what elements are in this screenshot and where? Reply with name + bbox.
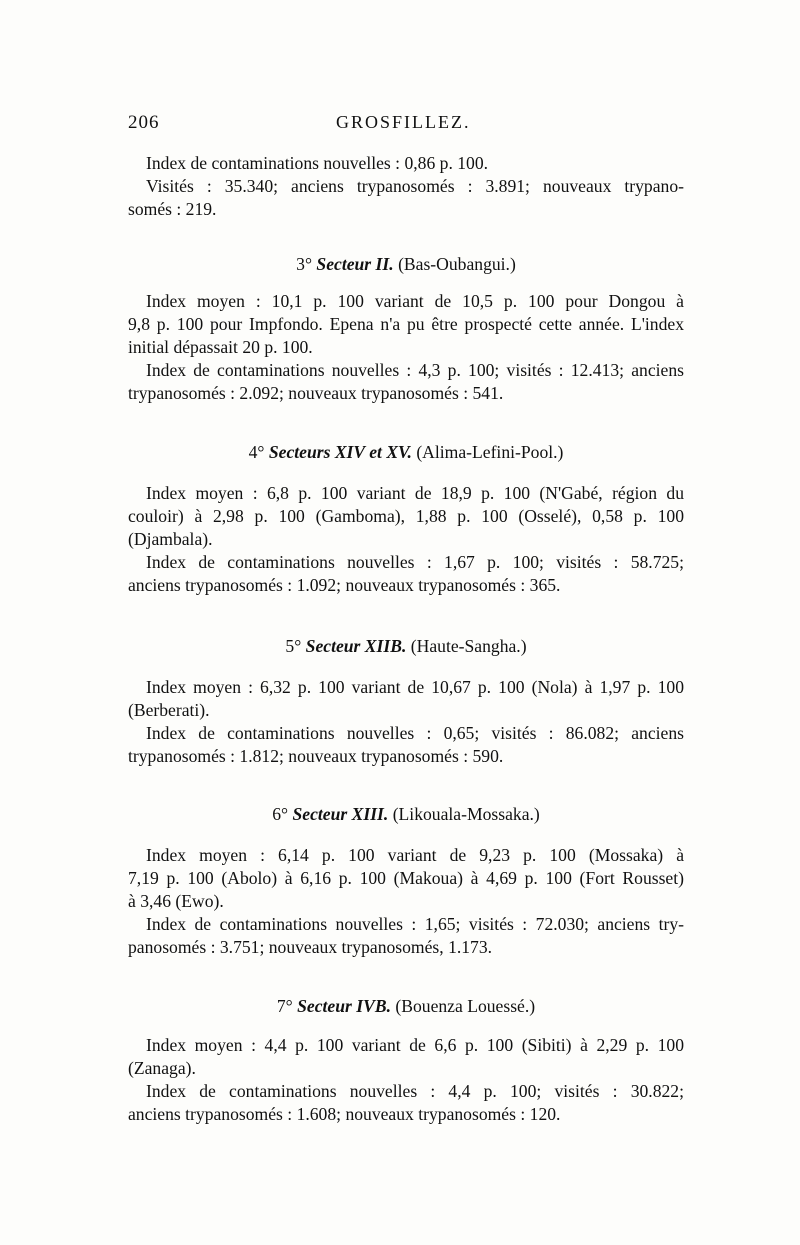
paragraph-line: Index de contaminations nouvelles : 1,65; visités : 72.030; anciens try- xyxy=(146,914,684,934)
running-head xyxy=(128,112,688,140)
section-number: 7° xyxy=(276,996,293,1016)
paragraph-line: somés : 219. xyxy=(128,199,217,219)
section-region: (Alima-Lefini-Pool.) xyxy=(416,442,564,462)
paragraph-line: 7,19 p. 100 (Abolo) à 6,16 p. 100 (Makoua) à 4,69 p. 100 (Fort Rousset) xyxy=(128,868,684,888)
running-title: GROSFILLEZ. xyxy=(336,112,471,132)
paragraph-line: couloir) à 2,98 p. 100 (Gamboma), 1,88 p. 100 (Osselé), 0,58 p. 100 xyxy=(128,506,684,526)
paragraph-line: Index de contaminations nouvelles : 0,86 p. 100. xyxy=(146,153,489,173)
section-body xyxy=(128,1034,684,1126)
paragraph-line: anciens trypanosomés : 1.092; nouveaux trypanosomés : 365. xyxy=(128,575,561,595)
paragraph-line: (Zanaga). xyxy=(128,1058,196,1078)
intro-paragraph xyxy=(128,152,684,221)
page-number: 206 xyxy=(128,112,160,133)
paragraph-line: trypanosomés : 1.812; nouveaux trypanosomés : 590. xyxy=(128,746,504,766)
paragraph-line: Index moyen : 6,8 p. 100 variant de 18,9 p. 100 (N'Gabé, région du xyxy=(146,483,684,503)
paragraph-line: Index moyen : 4,4 p. 100 variant de 6,6 p. 100 (Sibiti) à 2,29 p. 100 xyxy=(146,1035,684,1055)
paragraph-line: (Berberati). xyxy=(128,700,210,720)
section-heading xyxy=(128,252,684,276)
section-secteur: Secteur XIII. xyxy=(292,804,389,824)
section-number: 4° xyxy=(248,442,265,462)
paragraph-line: (Djambala). xyxy=(128,529,213,549)
paragraph-line: à 3,46 (Ewo). xyxy=(128,891,224,911)
section-heading xyxy=(128,634,684,658)
section-region: (Haute-Sangha.) xyxy=(410,636,527,656)
section-heading xyxy=(128,440,684,464)
section-region: (Bas-Oubangui.) xyxy=(398,254,516,274)
paragraph-line: Index de contaminations nouvelles : 4,4 p. 100; visités : 30.822; xyxy=(146,1081,684,1101)
paragraph-line: anciens trypanosomés : 1.608; nouveaux trypanosomés : 120. xyxy=(128,1104,561,1124)
section-body xyxy=(128,290,684,405)
section-secteur: Secteur IVB. xyxy=(297,996,391,1016)
paragraph-line: Index moyen : 6,14 p. 100 variant de 9,23 p. 100 (Mossaka) à xyxy=(146,845,684,865)
paragraph-line: Visités : 35.340; anciens trypanosomés : 3.891; nouveaux trypano- xyxy=(146,176,684,196)
paragraph-line: Index de contaminations nouvelles : 1,67 p. 100; visités : 58.725; xyxy=(146,552,684,572)
section-heading xyxy=(128,802,684,826)
section-region: (Bouenza Louessé.) xyxy=(395,996,536,1016)
paragraph-line: Index moyen : 10,1 p. 100 variant de 10,5 p. 100 pour Dongou à xyxy=(146,291,684,311)
section-region: (Likouala-Mossaka.) xyxy=(392,804,540,824)
paragraph-line: initial dépassait 20 p. 100. xyxy=(128,337,313,357)
section-body xyxy=(128,482,684,597)
section-body xyxy=(128,676,684,768)
paragraph-line: Index moyen : 6,32 p. 100 variant de 10,67 p. 100 (Nola) à 1,97 p. 100 xyxy=(146,677,684,697)
paragraph-line: panosomés : 3.751; nouveaux trypanosomés, 1.173. xyxy=(128,937,493,957)
section-secteur: Secteur II. xyxy=(316,254,394,274)
section-number: 6° xyxy=(272,804,289,824)
paragraph-line: trypanosomés : 2.092; nouveaux trypanosomés : 541. xyxy=(128,383,504,403)
paragraph-line: Index de contaminations nouvelles : 0,65; visités : 86.082; anciens xyxy=(146,723,684,743)
section-body xyxy=(128,844,684,959)
section-number: 5° xyxy=(285,636,302,656)
section-secteur: Secteurs XIV et XV. xyxy=(268,442,412,462)
section-number: 3° xyxy=(296,254,313,274)
paragraph-line: 9,8 p. 100 pour Impfondo. Epena n'a pu être prospecté cette année. L'index xyxy=(128,314,684,334)
section-secteur: Secteur XIIB. xyxy=(305,636,407,656)
section-heading xyxy=(128,994,684,1018)
paragraph-line: Index de contaminations nouvelles : 4,3 p. 100; visités : 12.413; anciens xyxy=(146,360,684,380)
